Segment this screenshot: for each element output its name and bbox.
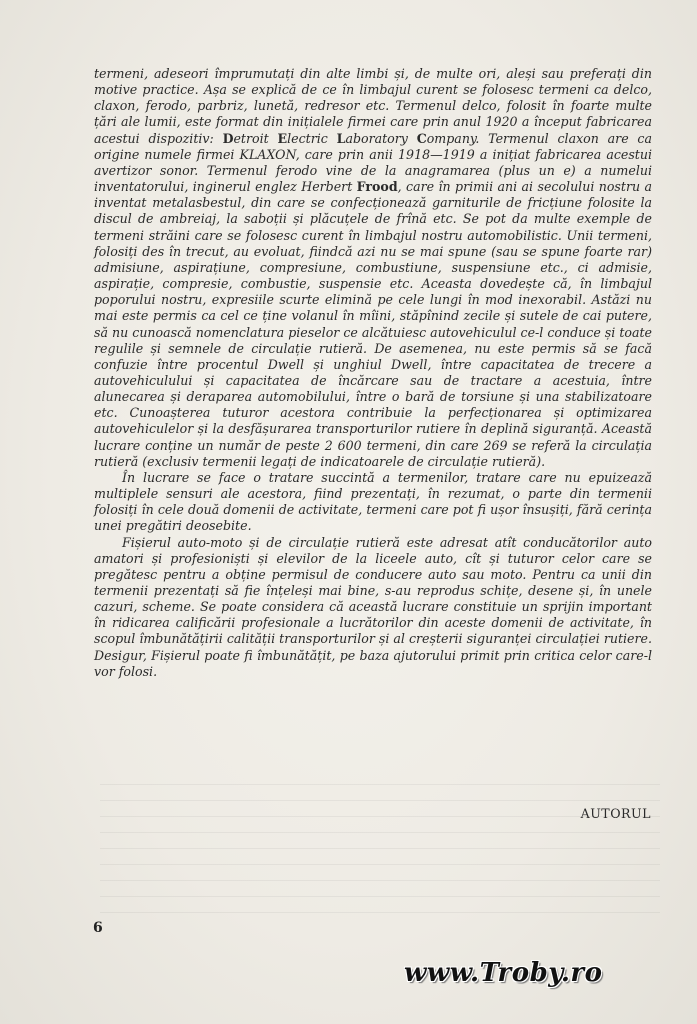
paragraph-3: Fișierul auto-moto și de circulație rutieră este adresat atît conducătorilor auto amatori și profesioniști și elevilor de la liceele auto, cît și tuturor celor care se pregătesc pentru a obține permisul de conducere auto sau moto. Pentru ca unii din termenii prezentați să fie înțeleși mai bine, s-au reprodus schițe, desene și, în unele cazuri, scheme. Se poate considera că această lucrare constituie un sprijin important în ridicarea calificării profesionale a lucrătorilor din aceste domenii de activitate, în scopul îmbunătățirii calității transporturilor și al creșterii siguranței circulației rutiere. Desigur, Fișierul poate fi îmbunătățit, pe baza ajutorului primit prin critica celor care-l vor folosi.	[94, 534, 652, 679]
frood-name: Frood	[356, 179, 398, 195]
author-signature: AUTORUL	[580, 806, 651, 821]
watermark-logo: www.Troby.ro	[404, 958, 603, 988]
paragraph-2: În lucrare se face o tratare succintă a termenilor, tratare care nu epuizează multiplele sensuri ale acestora, fiind prezentați, în rezumat, o parte din termenii folosiți în cele două domenii de activitate, termeni care pot fi ușor însușiți, fără cerința unei pregătiri deosebite.	[94, 469, 652, 534]
paragraph-1: termeni, adeseori împrumutați din alte limbi și, de multe ori, aleși sau preferați din motive practice. Așa se explică de ce în limbajul curent se folosesc termeni ca delco, claxon, ferodo, parbriz, lunetă, redresor etc. Termenul delco, folosit în foarte multe țări ale lumii, este format din inițialele firmei care prin anul 1920 a început fabricarea acestui dispozitiv: Detroit Electric Laboratory Company. Termenul claxon are ca origine numele firmei KLAXON, care prin anii 1918—1919 a inițiat fabricarea acestui avertizor sonor. Termenul ferodo vine de la anagramarea (plus un e) a numelui inventatorului, inginerul englez Herbert Frood, care în primii ani ai secolului nostru a inventat metalasbestul, din care se confecționează garniturile de fricțiune folosite la discul de ambreiaj, la saboții și plăcuțele de frînă etc. Se pot da multe exemple de termeni străini care se folosesc curent în limbajul nostru automobilistic. Unii termeni, folosiți des în trecut, au evoluat, fiindcă azi nu se mai spune (sau se spune foarte rar) admisiune, aspirațiune, compresiune, combustiune, suspensiune etc., ci admisie, aspirație, compresie, combustie, suspensie etc. Aceasta dovedește că, în limbajul poporului nostru, expresiile scurte elimină pe cele lungi în mod inexorabil. Astăzi nu mai este permis ca cel ce ține volanul în mîini, stăpînind zecile și sutele de cai putere, să nu cunoască nomenclatura pieselor ce alcătuiesc autovehiculul ce-l conduce și toate regulile și semnele de circulație rutieră. De asemenea, nu este permis să se facă confuzie între procentul Dwell și unghiul Dwell, între capacitatea de trecere a autovehiculului și capacitatea de încărcare sau de tractare a acestuia, între alunecarea și deraparea automobilului, între o bară de torsiune și una stabilizatoare etc. Cunoașterea tuturor acestora contribuie la perfecționarea și optimizarea autovehiculelor și la desfășurarea transporturilor rutiere în deplină siguranță. Această lucrare conține un număr de peste 2 600 termeni, din care 269 se referă la circulația rutieră (exclusiv termenii legați de indicatoarele de circulație rutieră).	[94, 66, 652, 469]
page-number: 6	[93, 920, 103, 936]
show-through-texture	[100, 784, 660, 914]
main-text	[94, 66, 652, 680]
